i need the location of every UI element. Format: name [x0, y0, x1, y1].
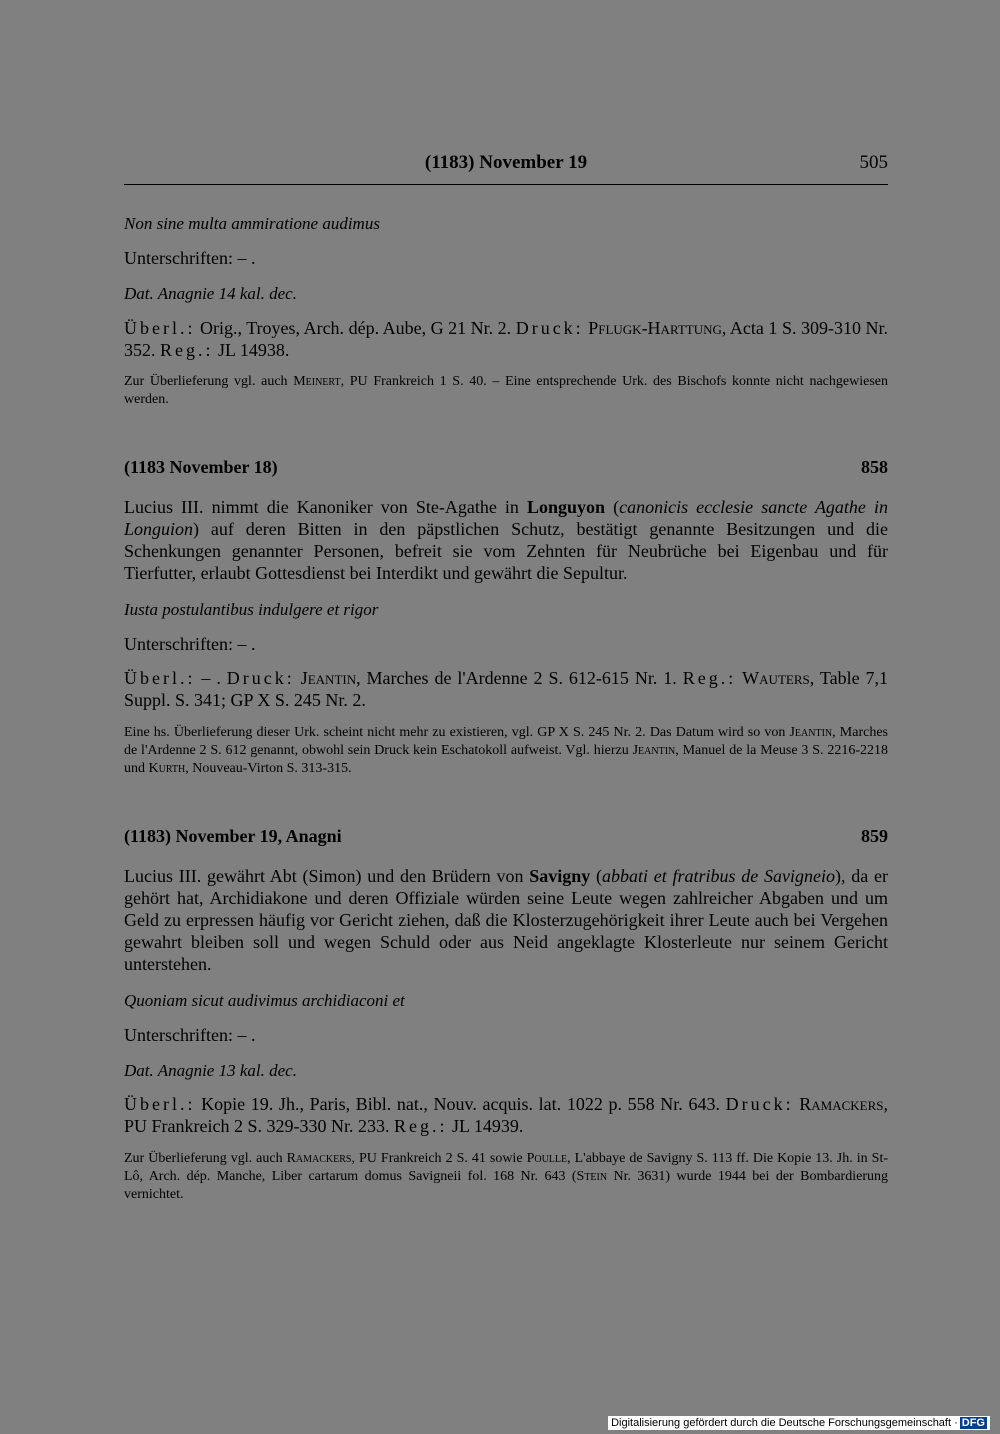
druck-text: , PU Frankreich 2 S. 329-330 Nr. 233. [124, 1094, 888, 1136]
entry-heading-858 [124, 457, 888, 478]
note-author: Poulle [526, 1151, 568, 1166]
druck-author: Jeantin [300, 668, 357, 688]
note-author: Ramackers [286, 1151, 352, 1166]
druck-text: , Acta 1 S. 309-310 Nr. 352. [124, 318, 888, 360]
note-author: Jeantin [789, 725, 833, 740]
datum-857: Dat. Anagnie 14 kal. dec. [124, 284, 297, 303]
reg-label: Reg.: [160, 340, 214, 360]
datum-859: Dat. Anagnie 13 kal. dec. [124, 1061, 297, 1080]
entry-heading-859 [124, 826, 888, 847]
druck-author: Ramackers [799, 1094, 884, 1114]
place-name: Savigny [529, 866, 591, 886]
regest-859 [124, 865, 888, 975]
incipit-858: Iusta postulantibus indulgere et rigor [124, 600, 379, 619]
note-858 [124, 724, 888, 778]
note-text: Zur Überlieferung vgl. auch [124, 1151, 287, 1166]
note-author: Jeantin [632, 743, 676, 758]
note-857 [124, 373, 888, 409]
running-header [124, 150, 888, 185]
dfg-logo-icon: DFG [961, 1417, 985, 1429]
regest-text: Lucius III. gewährt Abt (Simon) und den Brüdern von [124, 866, 530, 886]
footer-text: Digitalisierung gefördert durch die Deutsche Forschungsgemeinschaft · [611, 1417, 958, 1429]
reg-label: Reg.: [682, 668, 737, 688]
place-name: Longuyon [527, 497, 606, 517]
druck-label: Druck: [515, 318, 584, 338]
druck-author: Pflugk-Harttung [588, 318, 722, 338]
note-text: Nr. 3631) wurde 1944 bei der Bombardierung vernichtet. [124, 1169, 888, 1202]
latin-quote: abbati et fratribus de Savigneio [602, 866, 836, 886]
entry-number: 858 [861, 457, 888, 477]
signatures-859: Unterschriften: – . [124, 1025, 256, 1045]
reg-text: JL 14938. [213, 340, 290, 360]
entry-date: (1183 November 18) [124, 457, 278, 477]
note-859 [124, 1150, 888, 1204]
tradition-858 [124, 667, 888, 711]
tradition-859 [124, 1093, 888, 1137]
note-text: , Manuel de la Meuse 3 S. 2216-2218 und [124, 743, 889, 776]
tradition-857 [124, 317, 888, 361]
signatures-858: Unterschriften: – . [124, 634, 256, 654]
incipit-859: Quoniam sicut audivimus archidiaconi et [124, 991, 405, 1010]
reg-author: Wauters [742, 668, 810, 688]
entry-number: 859 [861, 826, 888, 846]
druck-label: Druck: [226, 668, 295, 688]
regest-text: Lucius III. nimmt die Kanoniker von Ste-Agathe in [124, 497, 527, 517]
note-text: , Marches de l'Ardenne 2 S. 612 genannt, obwohl sein Druck kein Eschatokoll aufweist. Vgl. hierzu [124, 725, 888, 758]
latin-quote: canonicis ecclesie sancte Agathe in Longuion [124, 497, 888, 539]
regest-text: ) auf deren Bitten in den päpstlichen Schutz, bestätigt genannte Besitzungen und die Schenkungen genannter Personen, befreit sie vom Zehnten für Neubrüche bei Eigenbau und für Tierfutter, erlaubt Gottesdienst bei Interdikt und gewährt die Sepultur. [124, 519, 888, 583]
ueberl-label: Überl.: [124, 1094, 196, 1114]
page-number: 505 [859, 152, 888, 173]
regest-text: ), da er gehört hat, Archidiakone und deren Offiziale würden seine Leute wegen zahlreicher Abgaben und um Geld zu erpressen häufig vor Gericht ziehen, daß die Klosterzugehörigkeit ihrer Leute auch bei Vergehen gewahrt bleiben soll und wegen Schuld oder aus Neid angeklagte Klosterleute nur seinem Gericht unterstehen. [124, 866, 888, 974]
regest-text: ( [605, 497, 620, 517]
entry-date: (1183) November 19, Anagni [124, 826, 342, 846]
druck-label: Druck: [725, 1094, 794, 1114]
ueberl-text: Kopie 19. Jh., Paris, Bibl. nat., Nouv. acquis. lat. 1022 p. 558 Nr. 643. [195, 1094, 726, 1114]
header-title: (1183) November 19 [424, 152, 588, 173]
regest-text: ( [590, 866, 603, 886]
regest-858 [124, 496, 888, 584]
ueberl-label: Überl.: [124, 668, 196, 688]
note-text: Zur Überlieferung vgl. auch [124, 374, 294, 389]
note-text: Eine hs. Überlieferung dieser Urk. scheint nicht mehr zu existieren, vgl. GP X S. 245 Nr. 2. Das Datum wird so von [124, 725, 790, 740]
reg-text: JL 14939. [447, 1116, 524, 1136]
note-text: , PU Frankreich 2 S. 41 sowie [351, 1151, 527, 1166]
ueberl-text: Orig., Troyes, Arch. dép. Aube, G 21 Nr. 2. [195, 318, 516, 338]
note-author: Stein [576, 1169, 608, 1184]
note-text: , L'abbaye de Savigny S. 113 ff. Die Kopie 13. Jh. in St-Lô, Arch. dép. Manche, Liber cartarum domus Savigneii fol. 168 Nr. 643 ( [124, 1151, 888, 1184]
reg-text: , Table 7,1 Suppl. S. 341; GP X S. 245 Nr. 2. [124, 668, 888, 710]
note-author: Meinert [293, 374, 341, 389]
druck-text: , Marches de l'Ardenne 2 S. 612-615 Nr. 1. [356, 668, 683, 688]
ueberl-label: Überl.: [124, 318, 196, 338]
ueberl-text: – . [195, 668, 227, 688]
reg-label: Reg.: [393, 1116, 448, 1136]
note-author: Kurth [148, 761, 186, 776]
note-text: , Nouveau-Virton S. 313-315. [185, 761, 352, 776]
note-text: , PU Frankreich 1 S. 40. – Eine entsprechende Urk. des Bischofs konnte nicht nachgewiesen werden. [124, 374, 888, 407]
incipit-857: Non sine multa ammiratione audimus [124, 214, 380, 233]
signatures-857: Unterschriften: – . [124, 248, 256, 268]
dfg-footer [608, 1416, 990, 1430]
